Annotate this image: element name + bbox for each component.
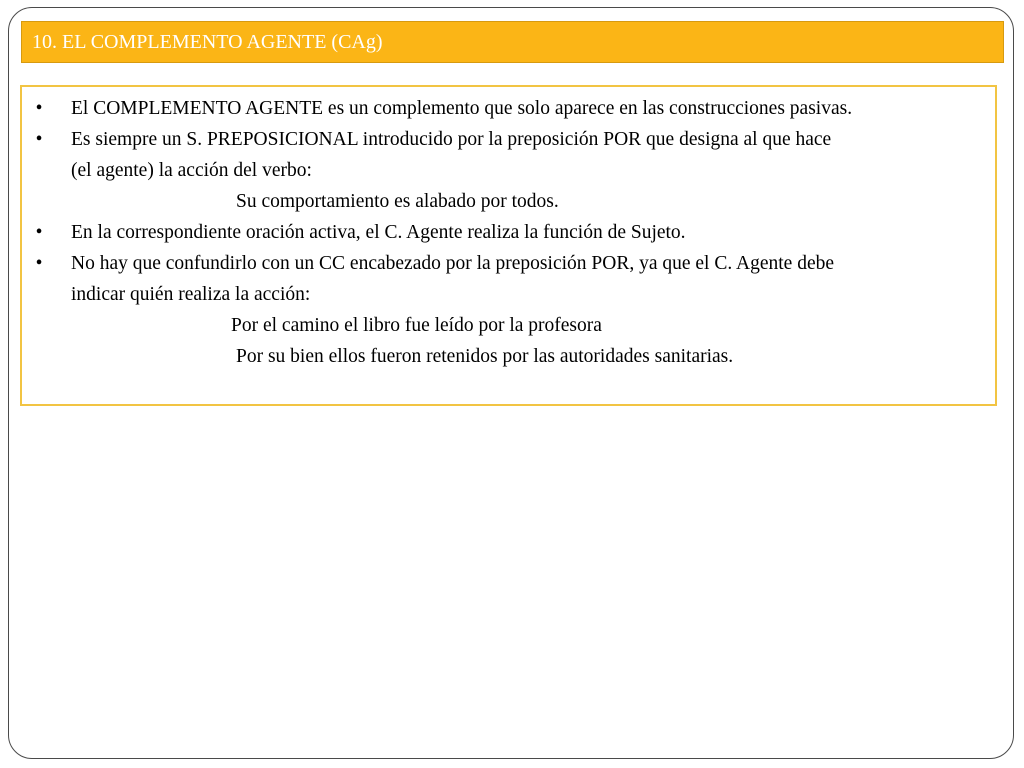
example-sentence-agent: Su comportamiento es alabado por todos. [236,191,559,212]
bullet-text-continuation: indicar quién realiza la acción: [71,284,311,305]
bullet-marker: • [35,98,43,119]
bullet-marker: • [35,129,43,150]
example-sentence-contrast-2: Por su bien ellos fueron retenidos por las autoridades sanitarias. [236,346,734,367]
bullet-marker: • [35,253,43,274]
title-bar [21,21,1004,63]
bullet-item-preposition [22,124,995,186]
bullet-item-definition [22,93,995,124]
bullet-item-active-sentence [22,217,995,248]
slide-title: 10. EL COMPLEMENTO AGENTE (CAg) [32,30,383,53]
bullet-text: No hay que confundirlo con un CC encabezado por la preposición POR, ya que el C. Agente debe [71,253,835,274]
bullet-list [22,93,995,372]
bullet-marker: • [35,222,43,243]
content-box [20,85,997,406]
bullet-text: Es siempre un S. PREPOSICIONAL introducido por la preposición POR que designa al que hace [71,129,832,150]
bullet-item-confusion [22,248,995,310]
example-sentence-contrast-1: Por el camino el libro fue leído por la profesora [231,315,602,336]
bullet-text: El COMPLEMENTO AGENTE es un complemento que solo aparece en las construcciones pasivas. [71,98,853,119]
bullet-text: En la correspondiente oración activa, el C. Agente realiza la función de Sujeto. [71,222,686,243]
bullet-text-continuation: (el agente) la acción del verbo: [71,160,312,181]
